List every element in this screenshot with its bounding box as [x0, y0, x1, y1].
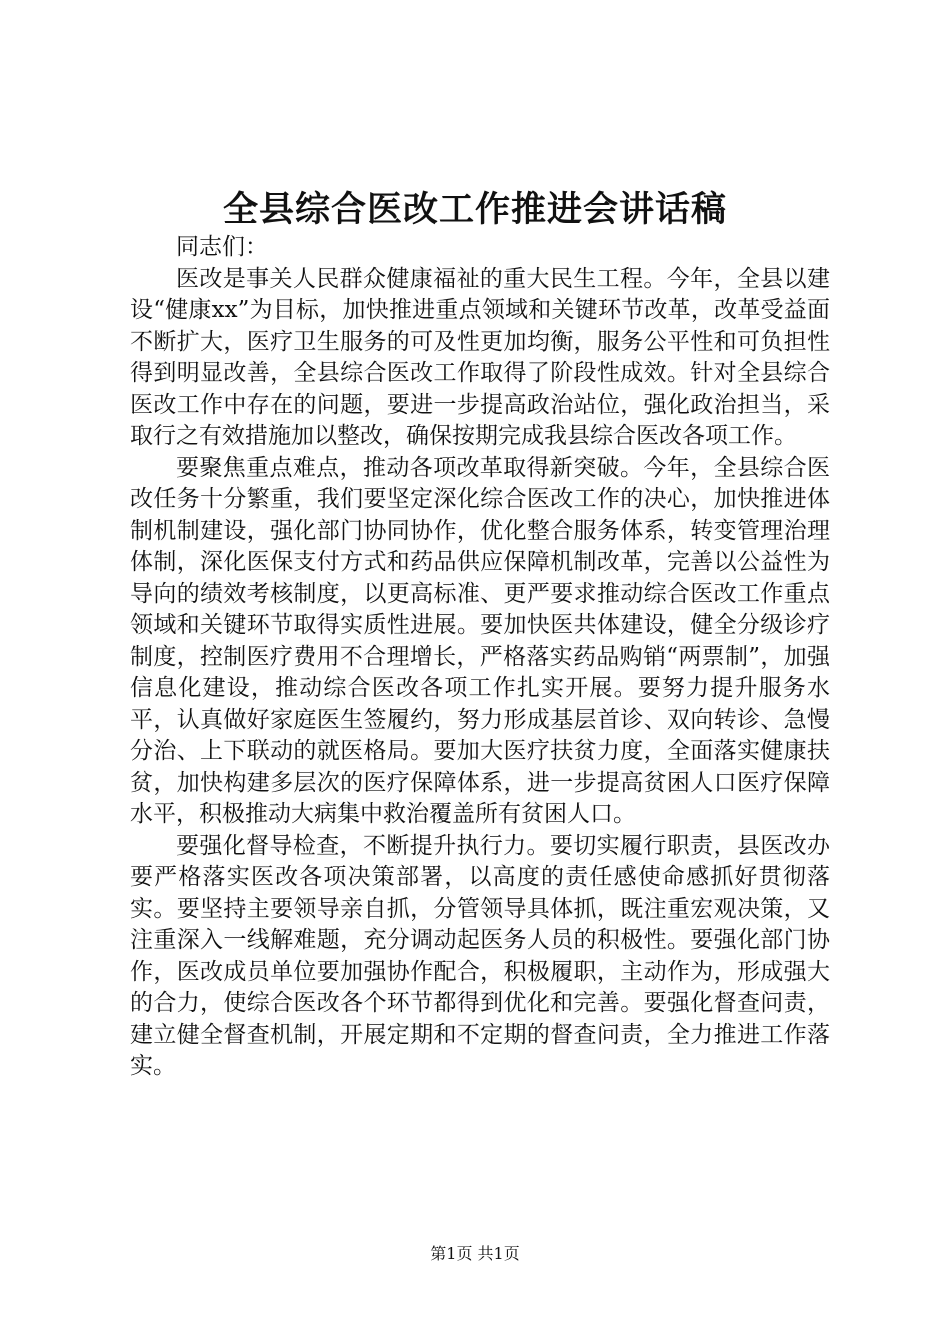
paragraph-3: 要强化督导检查，不断提升执行力。要切实履行职责，县医改办要严格落实医改各项决策部署，以高度的责任感使命感抓好贯彻落实。要坚持主要领导亲自抓，分管领导具体抓，既注重宏观决策，又注重深入一线解难题，充分调动起医务人员的积极性。要强化部门协作，医改成员单位要加强协作配合，积极履职，主动作为，形成强大的合力，使综合医改各个环节都得到优化和完善。要强化督查问责，建立健全督查机制，开展定期和不定期的督查问责，全力推进工作落实。	[130, 832, 830, 1079]
document-body	[130, 232, 830, 1083]
salutation: 同志们：	[176, 234, 268, 260]
paragraph-1: 医改是事关人民群众健康福祉的重大民生工程。今年，全县以建设“健康xx”为目标，加快推进重点领域和关键环节改革，改革受益面不断扩大，医疗卫生服务的可及性更加均衡，服务公平性和可负担性得到明显改善，全县综合医改工作取得了阶段性成效。针对全县综合医改工作中存在的问题，要进一步提高政治站位，强化政治担当，采取行之有效措施加以整改，确保按期完成我县综合医改各项工作。	[130, 265, 830, 449]
document-title: 全县综合医改工作推进会讲话稿	[222, 189, 727, 230]
paragraph-2: 要聚焦重点难点，推动各项改革取得新突破。今年，全县综合医改任务十分繁重，我们要坚定深化综合医改工作的决心，加快推进体制机制建设，强化部门协同协作，优化整合服务体系，转变管理治理体制，深化医保支付方式和药品供应保障机制改革，完善以公益性为导向的绩效考核制度，以更高标准、更严要求推动综合医改工作重点领域和关键环节取得实质性进展。要加快医共体建设，健全分级诊疗制度，控制医疗费用不合理增长，严格落实药品购销“两票制”，加强信息化建设，推动综合医改各项工作扎实开展。要努力提升服务水平，认真做好家庭医生签履约，努力形成基层首诊、双向转诊、急慢分治、上下联动的就医格局。要加大医疗扶贫力度，全面落实健康扶贫，加快构建多层次的医疗保障体系，进一步提高贫困人口医疗保障水平，积极推动大病集中救治覆盖所有贫困人口。	[130, 454, 830, 827]
page-footer: 第1页 共1页	[430, 1244, 520, 1263]
